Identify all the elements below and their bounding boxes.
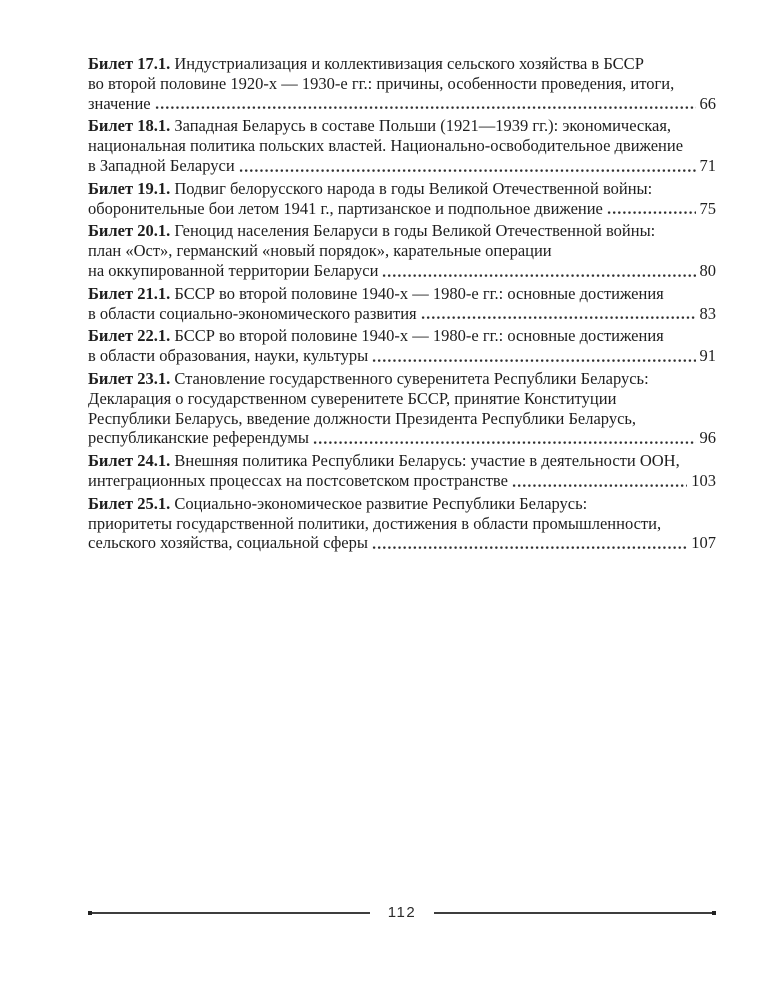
toc-entry-label: Билет 18.1. xyxy=(88,116,175,136)
toc-entry-page-number: 83 xyxy=(699,303,716,323)
toc-entry-last-line xyxy=(88,156,716,176)
toc-entry-page-number: 71 xyxy=(699,155,716,175)
toc-entry-page-number: 80 xyxy=(699,260,716,280)
leader-dots xyxy=(382,273,695,278)
toc-entry-last-text: республиканские референдумы xyxy=(88,428,309,448)
toc-entry-last-text: в области образования, науки, культуры xyxy=(88,346,369,366)
toc-entry-last-text: в области социально-экономического развития xyxy=(88,303,417,323)
toc-entry-last-text: сельского хозяйства, социальной сферы xyxy=(88,533,368,553)
footer-left-rule xyxy=(92,912,370,914)
toc-entry-label: Билет 22.1. xyxy=(88,326,175,346)
toc-entry-title-text: БССР во второй половине 1940-х — 1980-е гг.: основные достижения xyxy=(174,326,664,346)
toc-entry xyxy=(88,284,716,324)
toc-entry-middle-line: Декларация о государственном суверенитете БССР, принятие Конституции xyxy=(88,388,617,408)
toc-entry-title-text: БССР во второй половине 1940-х — 1980-е гг.: основные достижения xyxy=(174,283,664,303)
toc-entry xyxy=(88,451,716,491)
leader-dots xyxy=(421,315,696,320)
toc-entry-first-line xyxy=(88,54,716,74)
toc-entry-page-number: 103 xyxy=(691,470,716,490)
toc-entry-last-line xyxy=(88,94,716,114)
toc-entry xyxy=(88,494,716,553)
toc-entry-last-line xyxy=(88,199,716,219)
toc-entry-first-line xyxy=(88,179,716,199)
toc-entry-page-number: 75 xyxy=(699,198,716,218)
toc-entry-first-line xyxy=(88,284,716,304)
toc-entry-last-text: оборонительные бои летом 1941 г., партизанское и подпольное движение xyxy=(88,198,603,218)
leader-dots xyxy=(607,210,696,215)
leader-dots xyxy=(155,105,696,110)
toc-entry-first-line xyxy=(88,369,716,389)
table-of-contents xyxy=(88,54,716,556)
toc-entry-page-number: 107 xyxy=(691,533,716,553)
toc-entry xyxy=(88,369,716,448)
toc-entry-title-text: Подвиг белорусского народа в годы Великой Отечественной войны: xyxy=(174,178,653,198)
toc-entry-first-line xyxy=(88,451,716,471)
toc-entry-first-line xyxy=(88,221,716,241)
toc-entry-title-text: Внешняя политика Республики Беларусь: участие в деятельности ООН, xyxy=(174,451,680,471)
toc-entry-label: Билет 19.1. xyxy=(88,178,175,198)
toc-entry-label: Билет 24.1. xyxy=(88,451,175,471)
toc-entry-middle-line: приоритеты государственной политики, достижения в области промышленности, xyxy=(88,513,662,533)
toc-entry-middle-line: во второй половине 1920-х — 1930-е гг.: причины, особенности проведения, итоги, xyxy=(88,73,675,93)
toc-entry-title-text: Геноцид населения Беларуси в годы Великой Отечественной войны: xyxy=(174,221,656,241)
footer-right-rule xyxy=(434,912,712,914)
toc-entry-middle-line: национальная политика польских властей. Национально-освободительное движение xyxy=(88,136,684,156)
toc-entry-title-text: Индустриализация и коллективизация сельского хозяйства в БССР xyxy=(174,54,644,73)
toc-entry-label: Билет 21.1. xyxy=(88,283,175,303)
toc-entry-first-line xyxy=(88,326,716,346)
toc-entry-label: Билет 20.1. xyxy=(88,221,175,241)
toc-entry xyxy=(88,326,716,366)
toc-entry-last-line xyxy=(88,346,716,366)
toc-entry-label: Билет 23.1. xyxy=(88,368,175,388)
leader-dots xyxy=(372,358,695,363)
toc-entry-last-text: в Западной Беларуси xyxy=(88,155,235,175)
toc-entry-page-number: 66 xyxy=(699,93,716,113)
toc-entry-last-text: на оккупированной территории Беларуси xyxy=(88,260,379,280)
toc-entry-last-line xyxy=(88,533,716,553)
footer-right-end-dot xyxy=(712,911,716,915)
toc-entry xyxy=(88,221,716,280)
toc-entry-last-line xyxy=(88,471,716,491)
toc-entry-middle-line: план «Ост», германский «новый порядок», карательные операции xyxy=(88,241,552,261)
toc-entry-last-line xyxy=(88,261,716,281)
toc-entry-label: Билет 25.1. xyxy=(88,493,175,513)
page-number: 112 xyxy=(387,904,417,921)
leader-dots xyxy=(239,168,696,173)
toc-entry xyxy=(88,116,716,175)
toc-entry-title-text: Становление государственного суверенитета Республики Беларусь: xyxy=(174,368,649,388)
leader-dots xyxy=(372,545,687,550)
toc-entry-first-line xyxy=(88,494,716,514)
leader-dots xyxy=(512,483,687,488)
toc-entry-title-text: Западная Беларусь в составе Польши (1921—1939 гг.): экономическая, xyxy=(174,116,672,136)
toc-entry-first-line xyxy=(88,116,716,136)
toc-entry xyxy=(88,54,716,113)
toc-entry-last-line xyxy=(88,428,716,448)
toc-entry-last-line xyxy=(88,304,716,324)
toc-entry-page-number: 91 xyxy=(699,346,716,366)
toc-entry xyxy=(88,179,716,219)
toc-entry-middle-line: Республики Беларусь, введение должности Президента Республики Беларусь, xyxy=(88,408,637,428)
toc-entry-last-text: значение xyxy=(88,93,151,113)
leader-dots xyxy=(313,440,696,445)
page-footer xyxy=(88,904,716,921)
toc-entry-label: Билет 17.1. xyxy=(88,54,175,73)
toc-entry-page-number: 96 xyxy=(699,428,716,448)
toc-entry-last-text: интеграционных процессах на постсоветском пространстве xyxy=(88,470,508,490)
toc-entry-title-text: Социально-экономическое развитие Республики Беларусь: xyxy=(174,493,588,513)
